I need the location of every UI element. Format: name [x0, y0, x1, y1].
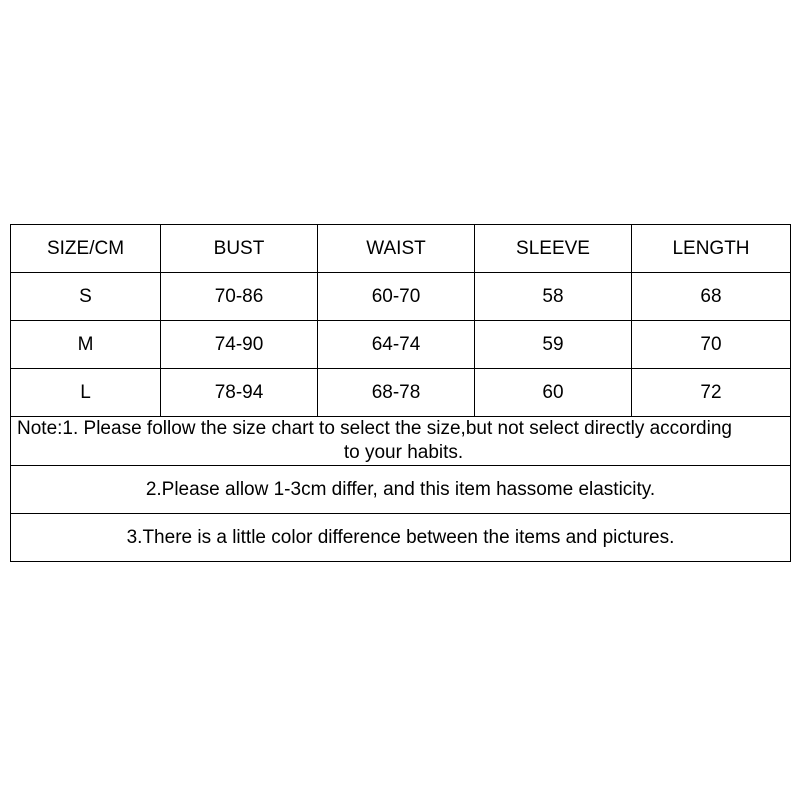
header-cell-waist: WAIST [318, 225, 475, 273]
cell-sleeve: 60 [475, 369, 632, 417]
cell-length: 72 [632, 369, 791, 417]
size-chart-container [10, 224, 790, 562]
cell-waist: 68-78 [318, 369, 475, 417]
note-1-line-2: to your habits. [343, 442, 464, 463]
note-cell-2: 2.Please allow 1-3cm differ, and this item hassome elasticity. [11, 466, 791, 514]
cell-size: L [11, 369, 161, 417]
header-cell-sleeve: SLEEVE [475, 225, 632, 273]
cell-bust: 74-90 [161, 321, 318, 369]
header-cell-bust: BUST [161, 225, 318, 273]
table-header-row [11, 225, 791, 273]
header-cell-length: LENGTH [632, 225, 791, 273]
table-row [11, 321, 791, 369]
note-cell-3: 3.There is a little color difference between the items and pictures. [11, 514, 791, 562]
cell-waist: 60-70 [318, 273, 475, 321]
cell-sleeve: 58 [475, 273, 632, 321]
table-row [11, 273, 791, 321]
cell-waist: 64-74 [318, 321, 475, 369]
note-row [11, 417, 791, 466]
header-cell-size: SIZE/CM [11, 225, 161, 273]
cell-bust: 78-94 [161, 369, 318, 417]
cell-length: 68 [632, 273, 791, 321]
table-row [11, 369, 791, 417]
note-row [11, 514, 791, 562]
note-1-line-1: Note:1. Please follow the size chart to select the size,but not select directly according [17, 418, 732, 439]
note-cell-1 [11, 417, 791, 466]
note-row [11, 466, 791, 514]
cell-length: 70 [632, 321, 791, 369]
size-chart-table [10, 224, 791, 562]
cell-size: M [11, 321, 161, 369]
cell-size: S [11, 273, 161, 321]
table-header [11, 225, 791, 273]
cell-sleeve: 59 [475, 321, 632, 369]
cell-bust: 70-86 [161, 273, 318, 321]
table-body [11, 273, 791, 562]
